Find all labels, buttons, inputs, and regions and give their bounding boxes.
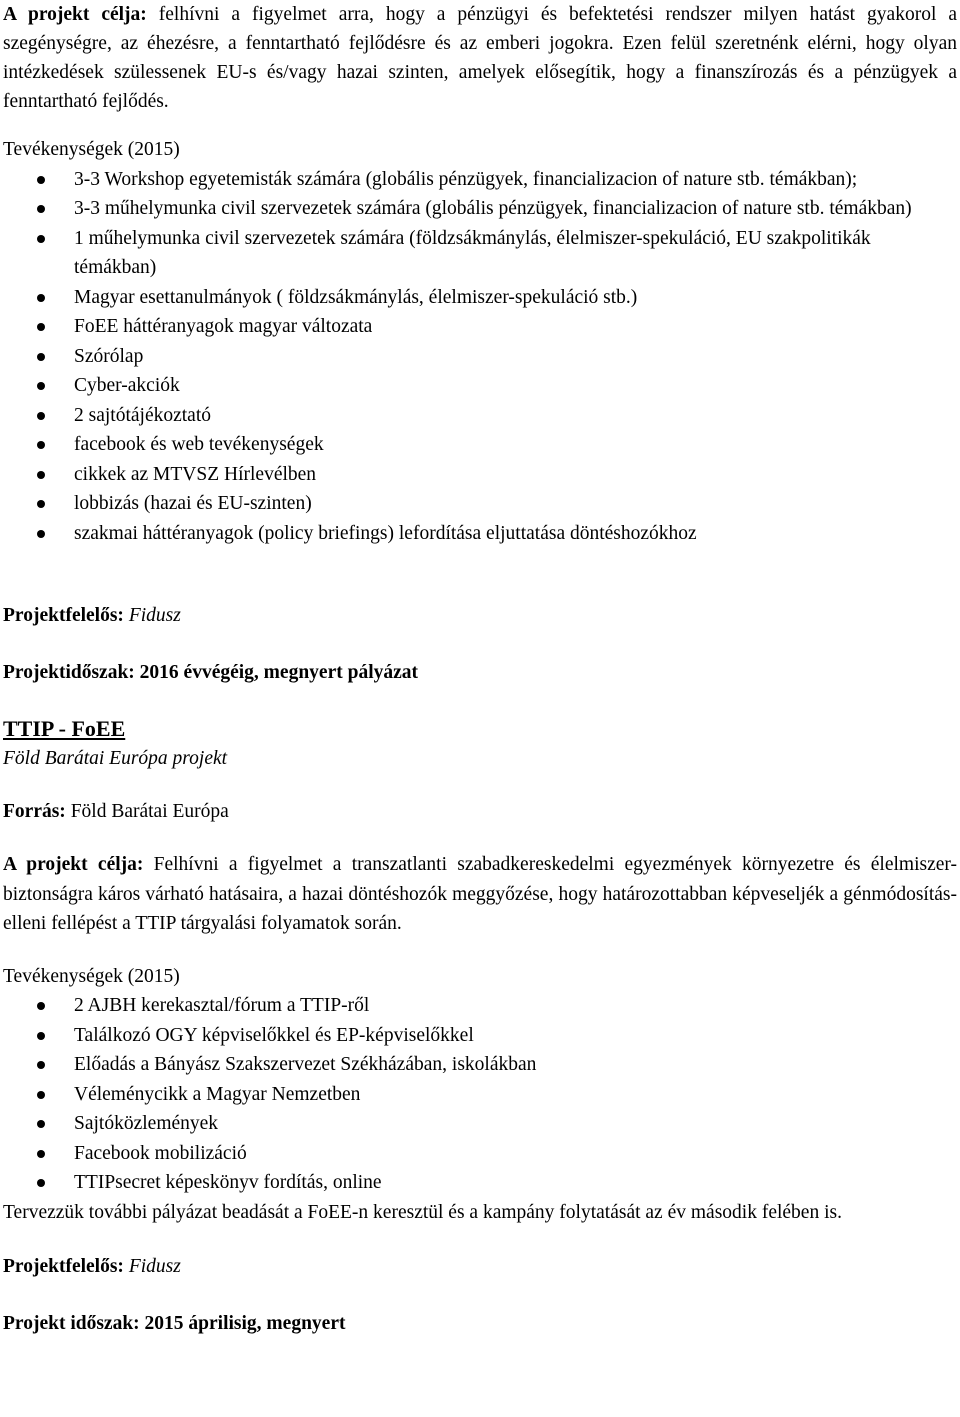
project-goal-text: felhívni a figyelmet arra, hogy a pénzügyi és befektetési rendszer milyen hatást gyakorol a szegénységre, az éhezésre, a fenntartható fejlődésre és az emberi jogokra. Ezen felül szeretnénk elérni, hogy olyan intézkedések szülessenek EU-s és/vagy hazai szinten, amelyek elősegítik, hogy a finanszírozás és a pénzügyek a fenntartható fejlődés. <box>3 4 957 112</box>
ttip-activity-list-item: TTIPsecret képeskönyv fordítás, online <box>3 1168 957 1198</box>
project-period <box>3 658 957 688</box>
activity-list-item: 2 sajtótájékoztató <box>3 401 957 431</box>
activity-list-item: lobbizás (hazai és EU-szinten) <box>3 489 957 519</box>
activity-list-item: Cyber-akciók <box>3 371 957 401</box>
activity-list-item: szakmai háttéranyagok (policy briefings) lefordítása eljuttatása döntéshozókhoz <box>3 519 957 549</box>
ttip-activities-list <box>3 991 957 1198</box>
project-responsible <box>3 601 957 631</box>
project-period-label: Projektidőszak: <box>3 661 135 683</box>
ttip-activity-list-item: Facebook mobilizáció <box>3 1139 957 1169</box>
ttip-responsible-label: Projektfelelős: <box>3 1256 124 1277</box>
activity-list-item: Szórólap <box>3 342 957 372</box>
project-period-value: 2016 évvégéig, megnyert pályázat <box>139 661 419 683</box>
activity-list-item: cikkek az MTVSZ Hírlevélben <box>3 460 957 490</box>
source-value: Föld Barátai Európa <box>70 800 229 822</box>
activity-list-item: 3-3 Workshop egyetemisták számára (globális pénzügyek, financializacion of nature stb. témákban); <box>3 165 957 195</box>
activities-list <box>3 165 957 549</box>
ttip-goal-label: A projekt célja: <box>3 854 144 875</box>
ttip-activity-list-item: Véleménycikk a Magyar Nemzetben <box>3 1080 957 1110</box>
ttip-responsible <box>3 1252 957 1282</box>
ttip-goal-text: Felhívni a figyelmet a transzatlanti szabadkereskedelmi egyezmények környezetre és élelmiszer-biztonságra káros várható hatásaira, a hazai döntéshozók meggyőzése, hogy határozottabban képveseljék a génmódosítás-elleni fellépést a TTIP tárgyalási folyamatok során. <box>3 854 957 934</box>
source-label: Forrás: <box>3 800 66 822</box>
ttip-activity-list-item: Sajtóközlemények <box>3 1109 957 1139</box>
ttip-period-value: 2015 áprilisig, megnyert <box>144 1312 346 1334</box>
activities-heading: Tevékenységek (2015) <box>3 139 180 160</box>
activity-list-item: FoEE háttéranyagok magyar változata <box>3 312 957 342</box>
document-page <box>3 0 957 1338</box>
ttip-period-label: Projekt időszak: <box>3 1312 140 1334</box>
activity-list-item: 1 műhelymunka civil szervezetek számára (földzsákmánylás, élelmiszer-spekuláció, EU szakpolitikák témákban) <box>3 224 957 283</box>
ttip-goal-paragraph <box>3 850 957 939</box>
project-responsible-label: Projektfelelős: <box>3 605 124 626</box>
ttip-activity-list-item: Előadás a Bányász Szakszervezet Székházában, iskolákban <box>3 1050 957 1080</box>
project-goal-paragraph <box>3 0 957 116</box>
activity-list-item: facebook és web tevékenységek <box>3 430 957 460</box>
section-subtitle: Föld Barátai Európa projekt <box>3 748 228 769</box>
plan-paragraph: Tervezzük további pályázat beadását a FoEE-n keresztül és a kampány folytatását az év második felében is. <box>3 1201 842 1223</box>
ttip-activity-list-item: 2 AJBH kerekasztal/fórum a TTIP-ről <box>3 991 957 1021</box>
ttip-activity-list-item: Találkozó OGY képviselőkkel és EP-képviselőkkel <box>3 1021 957 1051</box>
ttip-period <box>3 1309 957 1339</box>
ttip-activities-heading: Tevékenységek (2015) <box>3 965 180 987</box>
activity-list-item: 3-3 műhelymunka civil szervezetek számára (globális pénzügyek, financializacion of nature stb. témákban) <box>3 194 957 224</box>
source-line <box>3 797 957 827</box>
activity-list-item: Magyar esettanulmányok ( földzsákmánylás, élelmiszer-spekuláció stb.) <box>3 283 957 313</box>
project-goal-label: A projekt célja: <box>3 4 147 25</box>
project-responsible-value: Fidusz <box>128 605 181 626</box>
section-title: TTIP - FoEE <box>3 716 126 741</box>
ttip-responsible-value: Fidusz <box>128 1256 181 1277</box>
